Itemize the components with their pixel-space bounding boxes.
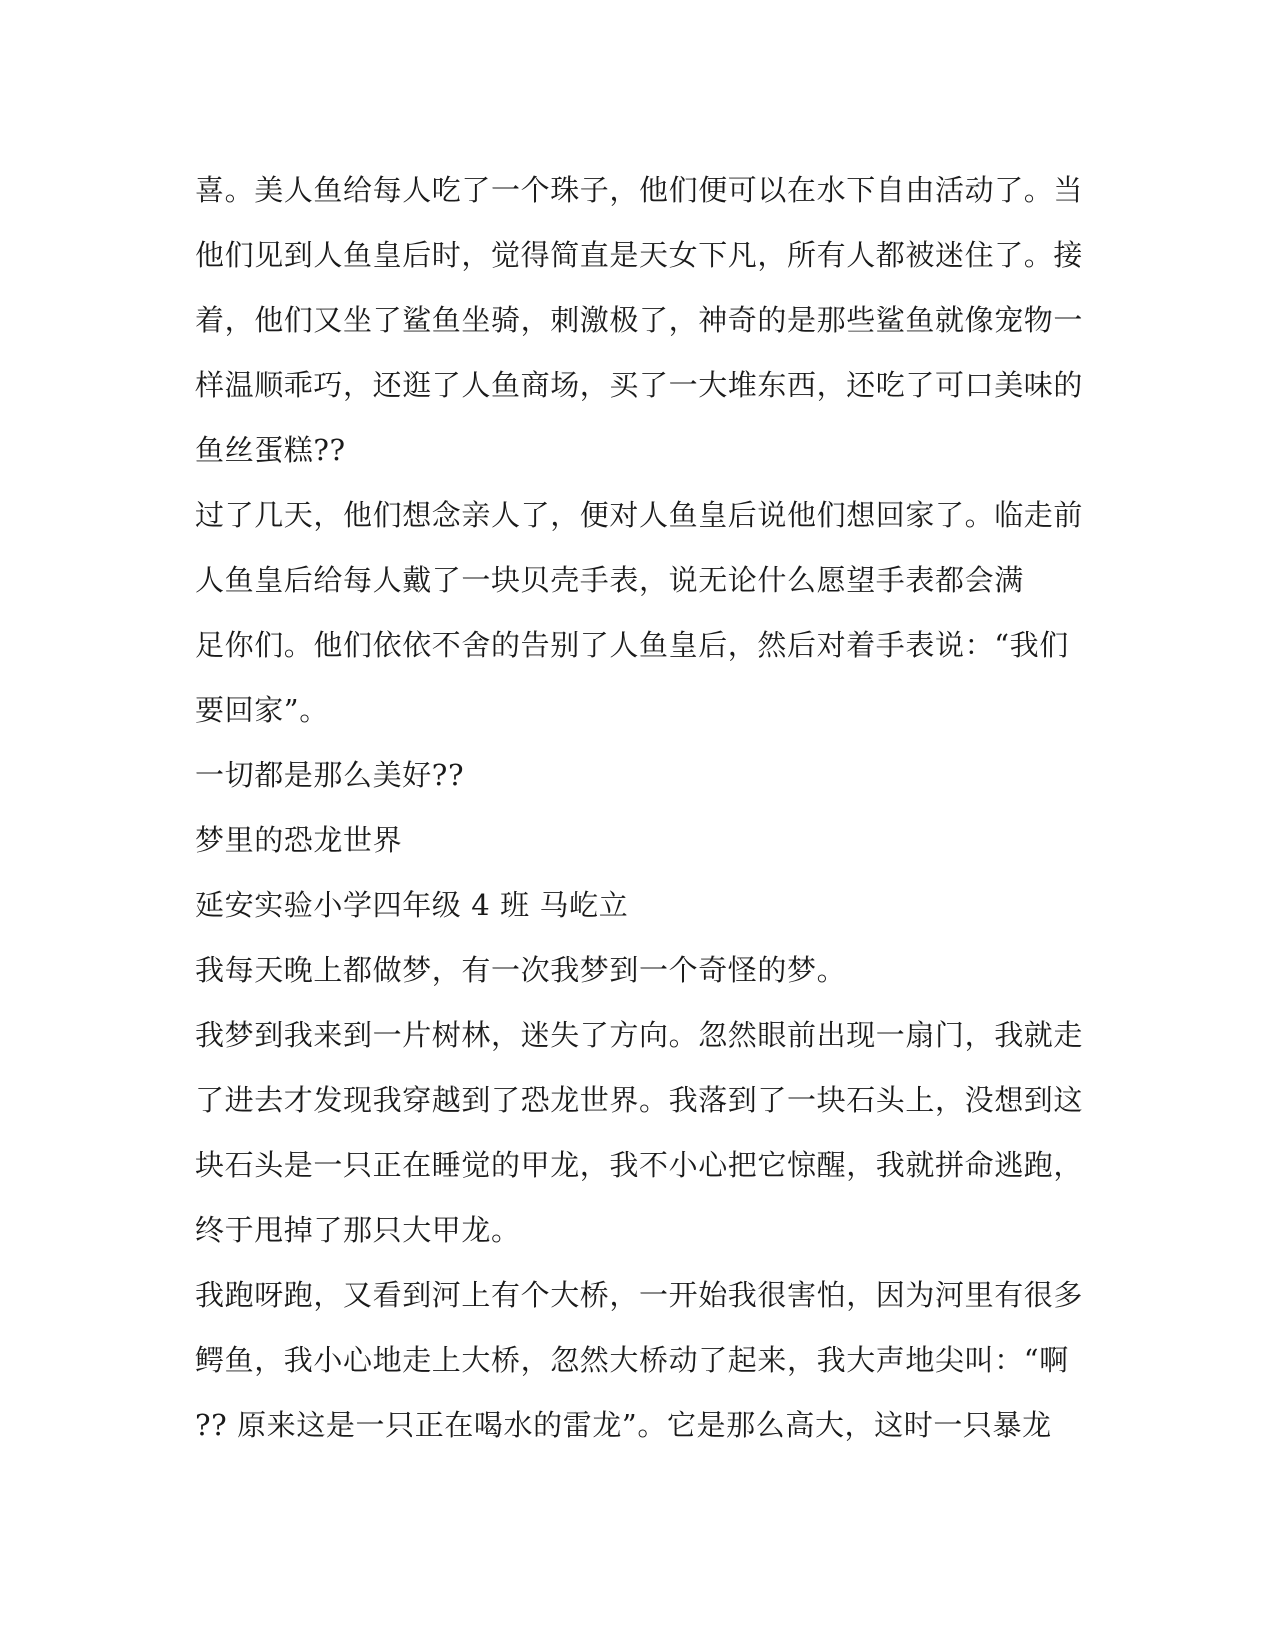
text-line: 了进去才发现我穿越到了恐龙世界。我落到了一块石头上，没想到这 <box>195 1083 1084 1117</box>
text-line: 块石头是一只正在睡觉的甲龙，我不小心把它惊醒，我就拼命逃跑， <box>195 1148 1084 1182</box>
text-line: 鱼丝蛋糕?? <box>195 433 346 467</box>
text-line: 鳄鱼，我小心地走上大桥，忽然大桥动了起来，我大声地尖叫：“啊 <box>195 1343 1069 1377</box>
text-line: 人鱼皇后给每人戴了一块贝壳手表，说无论什么愿望手表都会满 <box>195 563 1024 597</box>
text-line: 一切都是那么美好?? <box>195 758 465 792</box>
text-line: 着，他们又坐了鲨鱼坐骑，刺激极了，神奇的是那些鲨鱼就像宠物一 <box>195 303 1084 337</box>
text-line: 我每天晚上都做梦，有一次我梦到一个奇怪的梦。 <box>195 953 847 987</box>
text-line: 喜。美人鱼给每人吃了一个珠子，他们便可以在水下自由活动了。当 <box>195 173 1084 207</box>
story-text <box>195 158 1084 1458</box>
story-title: 梦里的恐龙世界 <box>195 823 403 857</box>
text-line: 过了几天，他们想念亲人了，便对人鱼皇后说他们想回家了。临走前 <box>195 498 1084 532</box>
text-line: 他们见到人鱼皇后时，觉得简直是天女下凡，所有人都被迷住了。接 <box>195 238 1084 272</box>
text-line: 我跑呀跑，又看到河上有个大桥，一开始我很害怕，因为河里有很多 <box>195 1278 1084 1312</box>
author-line: 延安实验小学四年级 4 班 马屹立 <box>195 888 629 922</box>
text-line: ?? 原来这是一只正在喝水的雷龙”。它是那么高大，这时一只暴龙 <box>195 1408 1052 1442</box>
text-line: 我梦到我来到一片树林，迷失了方向。忽然眼前出现一扇门，我就走 <box>195 1018 1084 1052</box>
text-line: 足你们。他们依依不舍的告别了人鱼皇后，然后对着手表说：“我们 <box>195 628 1069 662</box>
text-line: 终于甩掉了那只大甲龙。 <box>195 1213 521 1247</box>
text-line: 样温顺乖巧，还逛了人鱼商场，买了一大堆东西，还吃了可口美味的 <box>195 368 1084 402</box>
text-line: 要回家”。 <box>195 693 329 727</box>
